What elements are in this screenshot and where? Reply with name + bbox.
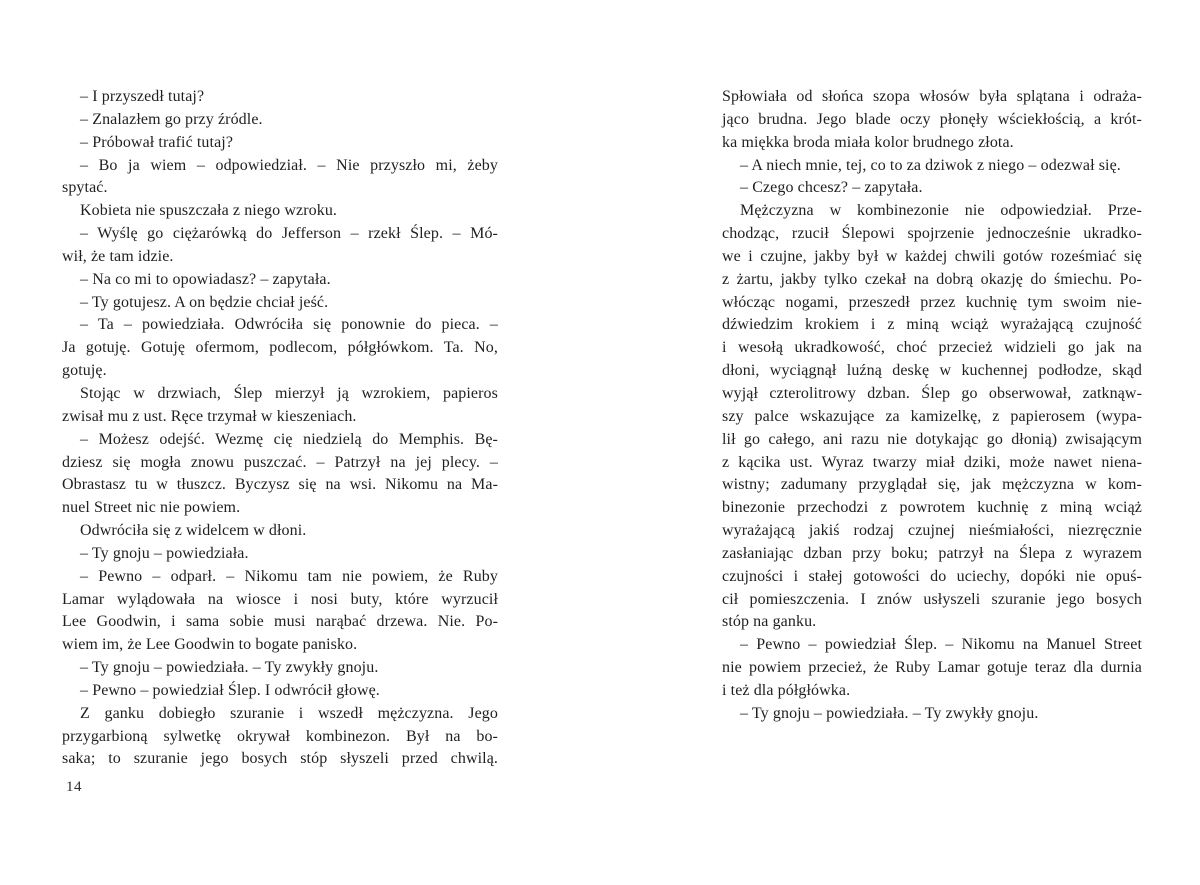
- text-line: czujności i stałej gotowości do uciechy, dopóki nie opuś-: [722, 567, 1142, 585]
- text-line: wił, że tam idzie.: [62, 247, 174, 265]
- text-line: Lamar wylądowała na wiosce i nosi buty, które wyrzucił: [62, 590, 498, 608]
- text-line: Spłowiała od słońca szopa włosów była splątana i odraża-: [722, 88, 1142, 105]
- text-line: wyjął czterolitrowy dzban. Ślep go obserwował, zatknąw-: [722, 384, 1142, 402]
- text-line: – Ty gotujesz. A on będzie chciał jeść.: [80, 293, 329, 311]
- text-line: – Ty gnoju – powiedziała. – Ty zwykły gnoju.: [80, 659, 379, 677]
- text-line: – Czego chcesz? – zapytała.: [740, 179, 923, 197]
- text-line: i wesołą ukradkowość, choć przecież widzieli go jak na: [722, 339, 1142, 357]
- text-line: Kobieta nie spuszczała z niego wzroku.: [80, 202, 338, 220]
- text-line: – Możesz odejść. Wezmę cię niedzielą do Memphis. Bę-: [80, 430, 498, 448]
- text-line: – Ty gnoju – powiedziała. – Ty zwykły gnoju.: [740, 704, 1039, 722]
- text-line: szy palce wskazujące za kamizelkę, z papierosem (wypa-: [722, 407, 1142, 425]
- text-line: zasłaniając dzban przy boku; patrzył na Ślepa z wyrazem: [722, 544, 1142, 562]
- text-line: – Na co mi to opowiadasz? – zapytała.: [80, 270, 331, 288]
- text-line: Mężczyzna w kombinezonie nie odpowiedział. Prze-: [740, 202, 1142, 220]
- text-line: włócząc nogami, przeszedł przez kuchnię tym swoim nie-: [722, 293, 1142, 311]
- text-line: – Pewno – odparł. – Nikomu tam nie powiem, że Ruby: [80, 567, 498, 585]
- text-line: Lee Goodwin, i sama sobie musi narąbać drzewa. Nie. Po-: [62, 613, 498, 631]
- text-line: gotuję.: [62, 362, 107, 380]
- text-line: – Próbował trafić tutaj?: [80, 133, 234, 151]
- text-line: i też dla półgłówka.: [722, 681, 851, 699]
- text-line: – Bo ja wiem – odpowiedział. – Nie przyszło mi, żeby: [80, 156, 498, 174]
- text-line: nuel Street nic nie powiem.: [62, 499, 241, 517]
- text-line: Stojąc w drzwiach, Ślep mierzył ją wzrokiem, papieros: [80, 384, 498, 402]
- text-line: Obrastasz tu w tłuszcz. Byczysz się na wsi. Nikomu na Ma-: [62, 476, 498, 494]
- text-line: – Ty gnoju – powiedziała.: [80, 544, 249, 562]
- text-line: z kącika ust. Wyraz twarzy miał dziki, może nawet niena-: [722, 453, 1142, 471]
- text-line: – A niech mnie, tej, co to za dziwok z niego – odezwał się.: [740, 156, 1121, 174]
- text-column-left: [62, 86, 498, 771]
- text-line: – I przyszedł tutaj?: [80, 88, 205, 105]
- text-line: wiem im, że Lee Goodwin to bogate panisko.: [62, 636, 358, 654]
- text-line: – Pewno – powiedział Ślep. – Nikomu na Manuel Street: [740, 636, 1142, 654]
- text-line: przygarbioną sylwetkę okrywał kombinezon. Był na bo-: [62, 727, 498, 745]
- text-line: we i czujne, jakby był w każdej chwili gotów roześmiać się: [722, 247, 1142, 265]
- text-line: wistny; zadumany przyglądał się, jak mężczyzna w kom-: [722, 476, 1142, 494]
- text-line: chodząc, rzucił Ślepowi spojrzenie jednocześnie ukradko-: [722, 225, 1142, 243]
- text-line: jąco brudna. Jego blade oczy płonęły wściekłością, a krót-: [722, 110, 1142, 128]
- text-line: dłoni, wyciągnął luźną deskę w kuchennej podłodze, skąd: [722, 362, 1142, 380]
- text-line: zwisał mu z ust. Ręce trzymał w kieszeniach.: [62, 407, 357, 425]
- text-line: z żartu, jakby tylko czekał na dobrą okazję do śmiechu. Po-: [722, 270, 1142, 288]
- text-line: lił go całego, ani razu nie dotykając go dłonią) zwisającym: [722, 430, 1142, 448]
- text-line: – Wyślę go ciężarówką do Jefferson – rzekł Ślep. – Mó-: [80, 225, 498, 243]
- text-line: – Pewno – powiedział Ślep. I odwrócił głowę.: [80, 681, 380, 699]
- text-line: wyrażającą jakiś rodzaj czujnej nieśmiałości, niezręcznie: [722, 522, 1142, 540]
- text-line: Ja gotuję. Gotuję ofermom, podlecom, półgłówkom. Ta. No,: [62, 339, 498, 357]
- text-line: ka miękka broda miała kolor brudnego złota.: [722, 133, 1014, 151]
- text-line: saka; to szuranie jego bosych stóp słyszeli przed chwilą.: [62, 750, 498, 768]
- text-line: cił pomieszczenia. I znów usłyszeli szuranie jego bosych: [722, 590, 1142, 608]
- text-line: dziesz się mogła znowu puszczać. – Patrzył na jej plecy. –: [62, 453, 498, 471]
- text-line: dźwiedzim krokiem i z miną wciąż wyrażającą czujność: [722, 316, 1142, 334]
- text-line: nie powiem przecież, że Ruby Lamar gotuje teraz dla durnia: [722, 659, 1142, 677]
- text-line: stóp na ganku.: [722, 613, 817, 631]
- text-line: – Ta – powiedziała. Odwróciła się ponownie do pieca. –: [80, 316, 498, 334]
- text-line: Z ganku dobiegło szuranie i wszedł mężczyzna. Jego: [80, 704, 498, 722]
- text-line: spytać.: [62, 179, 108, 197]
- text-line: Odwróciła się z widelcem w dłoni.: [80, 522, 307, 540]
- text-line: – Znalazłem go przy źródle.: [80, 110, 263, 128]
- text-column-right: [722, 86, 1142, 726]
- text-line: binezonie przechodzi z powrotem kuchnię z miną wciąż: [722, 499, 1142, 517]
- page-number: 14: [66, 779, 82, 795]
